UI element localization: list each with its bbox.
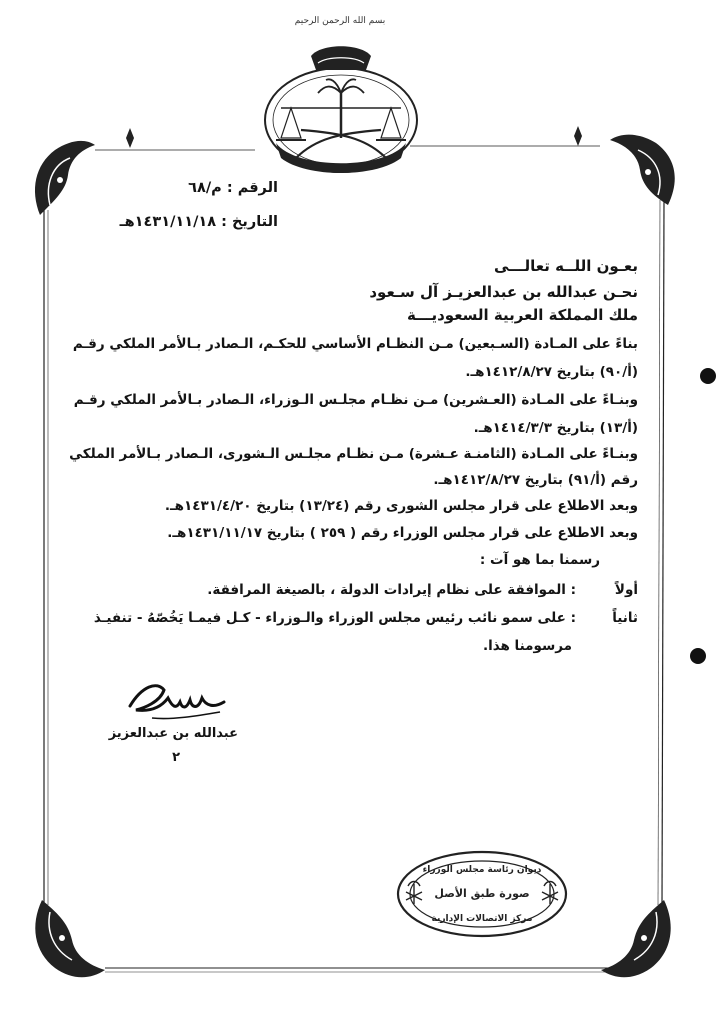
punch-hole-mark bbox=[700, 368, 716, 384]
signature-mark: ٢ bbox=[172, 750, 180, 765]
corner-ornament-bottom-left bbox=[35, 900, 105, 977]
closing-line: مرسومنا هذا. bbox=[482, 638, 572, 654]
fleuron-left bbox=[126, 128, 134, 148]
opening-invocation: بعـون اللــه تعالـــى bbox=[493, 257, 638, 275]
stamp-line-2: صورة طبق الأصل bbox=[434, 887, 530, 900]
preamble-line: بناءً على المـادة (السـبعين) مـن النظـام الأساسي للحكـم، الـصادر بـالأمر الملكي رقـم bbox=[72, 336, 638, 352]
preamble-line: (أ/٩٠) بتاريخ ١٤١٢/٨/٢٧هـ. bbox=[465, 364, 638, 380]
corner-ornament-top-right bbox=[610, 135, 675, 205]
clause-text: : على سمو نائب رئيس مجلس الوزراء والـوزراء - كـل فيمـا يَخُصّهُ - تنفيـذ bbox=[93, 610, 576, 626]
corner-ornament-bottom-right bbox=[601, 900, 671, 977]
handwritten-signature bbox=[122, 676, 232, 726]
preamble-line: وبنـاءً على المـادة (الثامنـة عـشرة) مـن نظـام مجلـس الـشورى، الـصادر بـالأمر الملكي bbox=[69, 446, 638, 462]
clause-label: أولاً bbox=[614, 582, 638, 598]
king-name-line: نحـن عبدالله بن عبدالعزيـز آل سـعود bbox=[369, 283, 638, 301]
decree-number: الرقم : م/٦٨ bbox=[188, 180, 278, 196]
basmala: بسم الله الرحمن الرحيم bbox=[294, 16, 386, 26]
preamble-line: رقم (أ/٩١) بتاريخ ١٤١٢/٨/٢٧هـ. bbox=[433, 472, 638, 488]
decree-date: التاريخ : ١٤٣١/١١/١٨هـ bbox=[119, 214, 278, 230]
fleuron-right bbox=[574, 126, 582, 146]
stamp-line-1: ديوان رئاسة مجلس الوزراء bbox=[422, 865, 542, 875]
stamp-line-3: مركز الاتصالات الإدارية bbox=[431, 914, 533, 924]
clause-label: ثانياً bbox=[612, 610, 638, 626]
official-stamp-icon bbox=[394, 848, 570, 940]
preamble-line: وبعد الاطلاع على قرار مجلس الشورى رقم (١٣/٢٤) بتاريخ ١٤٣١/٤/٢٠هـ. bbox=[164, 498, 638, 514]
clause-text: : الموافقة على نظام إيرادات الدولة ، بالصيغة المرافقة. bbox=[207, 582, 576, 598]
king-title-line: ملك المملكة العربية السعوديـــة bbox=[406, 306, 638, 324]
punch-hole-mark bbox=[690, 648, 706, 664]
corner-ornament-top-left bbox=[35, 141, 95, 215]
royal-emblem-icon bbox=[256, 38, 426, 178]
signatory-name: عبدالله بن عبدالعزيز bbox=[108, 726, 238, 741]
preamble-line: (أ/١٣) بتاريخ ١٤١٤/٣/٣هـ. bbox=[473, 420, 638, 436]
decree-formula: رسمنا بما هو آت : bbox=[479, 552, 600, 568]
preamble-line: وبعد الاطلاع على قرار مجلس الوزراء رقم ( ٢٥٩ ) بتاريخ ١٤٣١/١١/١٧هـ. bbox=[167, 525, 638, 541]
preamble-line: وبنـاءً على المـادة (العـشرين) مـن نظـام مجلـس الـوزراء، الـصادر بـالأمر الملكي رقـم bbox=[73, 392, 638, 408]
